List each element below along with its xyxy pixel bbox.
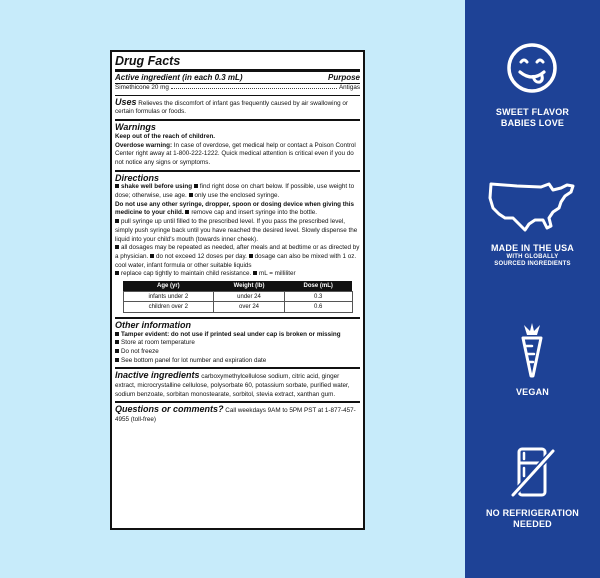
inactive-ingredients-section bbox=[115, 369, 360, 403]
bottom-panel-text: See bottom panel for lot number and expiration date bbox=[121, 356, 267, 364]
ml-note-text: mL = milliliter bbox=[258, 270, 296, 278]
vegan-feature bbox=[465, 387, 600, 398]
other-information-section bbox=[115, 319, 360, 370]
table-cell: 0.3 bbox=[284, 292, 352, 302]
pull-syringe-text: pull syringe up until filled to the prescribed level. If you pass the prescribed level, simply push syringe back until you have reached the desired level. Slowly dispense the liquid into your child's mouth (towards inner cheek). bbox=[115, 218, 358, 243]
bullet-square bbox=[185, 210, 189, 214]
freeze-text: Do not freeze bbox=[121, 347, 159, 355]
bullet-square bbox=[115, 340, 119, 344]
tamper-text: Tamper evident: do not use if printed seal under cap is broken or missing bbox=[121, 330, 341, 338]
feature-line: NO REFRIGERATION bbox=[485, 508, 580, 518]
purpose-heading: Purpose bbox=[327, 73, 360, 83]
inactive-ingredients-text: carboxymethylcellulose sodium, citric acid, ginger extract, microcrystalline cellulose, polysorbate 60, potassium sorbate, purified water, sodium benzoate, sorbitan monostearate, sorbitol, stevia extract, xanthan gum. bbox=[115, 373, 350, 398]
made-in-usa-feature bbox=[465, 243, 600, 269]
only-syringe-text: only use the enclosed syringe. bbox=[194, 192, 280, 200]
find-dose-text: find right dose on chart below. If possible, use weight to dose; otherwise, use age. bbox=[115, 183, 355, 200]
overdose-label: Overdose warning: bbox=[115, 141, 173, 149]
sweet-flavor-feature bbox=[465, 107, 600, 130]
dose-header: Dose (mL) bbox=[284, 281, 352, 292]
other-information-heading: Other information bbox=[115, 319, 191, 330]
remove-cap-text: remove cap and insert syringe into the bottle. bbox=[191, 209, 317, 217]
directions-heading: Directions bbox=[115, 172, 160, 183]
features-side-panel bbox=[465, 0, 600, 578]
feature-line: VEGAN bbox=[515, 387, 549, 397]
replace-cap-text: replace cap tightly to maintain child resistance. bbox=[121, 270, 252, 278]
drug-facts-title: Drug Facts bbox=[115, 54, 360, 72]
dosage-table bbox=[123, 281, 353, 313]
smiley-tongue-icon bbox=[506, 42, 558, 94]
warnings-heading: Warnings bbox=[115, 122, 156, 133]
bullet-square bbox=[115, 271, 119, 275]
bullet-square bbox=[150, 254, 154, 258]
table-row bbox=[123, 292, 352, 302]
carrot-icon bbox=[516, 322, 548, 378]
table-cell: over 24 bbox=[214, 302, 285, 312]
bullet-square bbox=[115, 332, 119, 336]
questions-heading: Questions or comments? bbox=[115, 404, 224, 415]
feature-line: SWEET FLAVOR bbox=[495, 107, 570, 117]
no-refrigeration-feature bbox=[465, 508, 600, 531]
uses-text: Relieves the discomfort of infant gas frequently caused by air swallowing or certain formulas or foods. bbox=[115, 99, 348, 116]
active-ingredient-value: Simethicone 20 mg bbox=[115, 83, 169, 91]
table-cell: under 24 bbox=[214, 292, 285, 302]
feature-line: BABIES LOVE bbox=[500, 118, 565, 129]
questions-section bbox=[115, 403, 360, 426]
inactive-ingredients-heading: Inactive ingredients bbox=[115, 370, 200, 381]
store-text: Store at room temperature bbox=[121, 339, 195, 347]
keep-out-text: Keep out of the reach of children. bbox=[115, 132, 216, 140]
bullet-square bbox=[115, 358, 119, 362]
bullet-square bbox=[115, 219, 119, 223]
leader-dots bbox=[171, 88, 337, 89]
all-dosages-text: all dosages may be repeated as needed, after meals and at bedtime or as directed by a physician. bbox=[115, 244, 360, 260]
bullet-square bbox=[194, 184, 198, 188]
table-cell: children over 2 bbox=[123, 302, 214, 312]
no-other-device-text: Do not use any other syringe, dropper, spoon or dosing device when giving this medicine to your child. bbox=[115, 200, 354, 217]
overdose-text: In case of overdose, get medical help or contact a Poison Control Center right away at 1-800-222-1222. Quick medical attention is critical even if you do not notice any signs or symptoms. bbox=[115, 141, 356, 166]
age-header: Age (yr) bbox=[123, 281, 214, 292]
uses-heading: Uses bbox=[115, 96, 137, 107]
warnings-section bbox=[115, 121, 360, 172]
purpose-value: Antigas bbox=[338, 83, 360, 91]
active-ingredient-heading: Active ingredient (in each 0.3 mL) bbox=[115, 73, 243, 83]
no-exceed-text: do not exceed 12 doses per day. bbox=[156, 252, 247, 260]
table-cell: infants under 2 bbox=[123, 292, 214, 302]
usa-map-icon bbox=[487, 178, 579, 232]
table-cell: 0.6 bbox=[284, 302, 352, 312]
bullet-square bbox=[115, 245, 119, 249]
bullet-square bbox=[115, 184, 119, 188]
feature-line: NEEDED bbox=[513, 519, 552, 530]
directions-section bbox=[115, 172, 360, 319]
dosage-mix-text: dosage can also be mixed with 1 oz. cool water, infant formula or other suitable liquids bbox=[115, 252, 357, 269]
feature-line: MADE IN THE USA bbox=[490, 243, 574, 253]
questions-text: Call weekdays 9AM to 5PM PST at 1-877-457-4955 (toll-free) bbox=[115, 407, 356, 424]
feature-subline: WITH GLOBALLY bbox=[506, 254, 559, 261]
bullet-square bbox=[189, 193, 193, 197]
dosage-table-header bbox=[123, 281, 352, 292]
feature-subline: SOURCED INGREDIENTS bbox=[494, 261, 571, 268]
fridge-crossed-icon bbox=[510, 445, 556, 499]
drug-facts-panel bbox=[110, 50, 365, 530]
table-row bbox=[123, 302, 352, 312]
active-ingredient-section bbox=[115, 72, 360, 95]
shake-text: shake well before using bbox=[121, 183, 193, 191]
bullet-square bbox=[249, 254, 253, 258]
bullet-square bbox=[115, 349, 119, 353]
uses-section bbox=[115, 96, 360, 121]
weight-header: Weight (lb) bbox=[214, 281, 285, 292]
bullet-square bbox=[253, 271, 257, 275]
